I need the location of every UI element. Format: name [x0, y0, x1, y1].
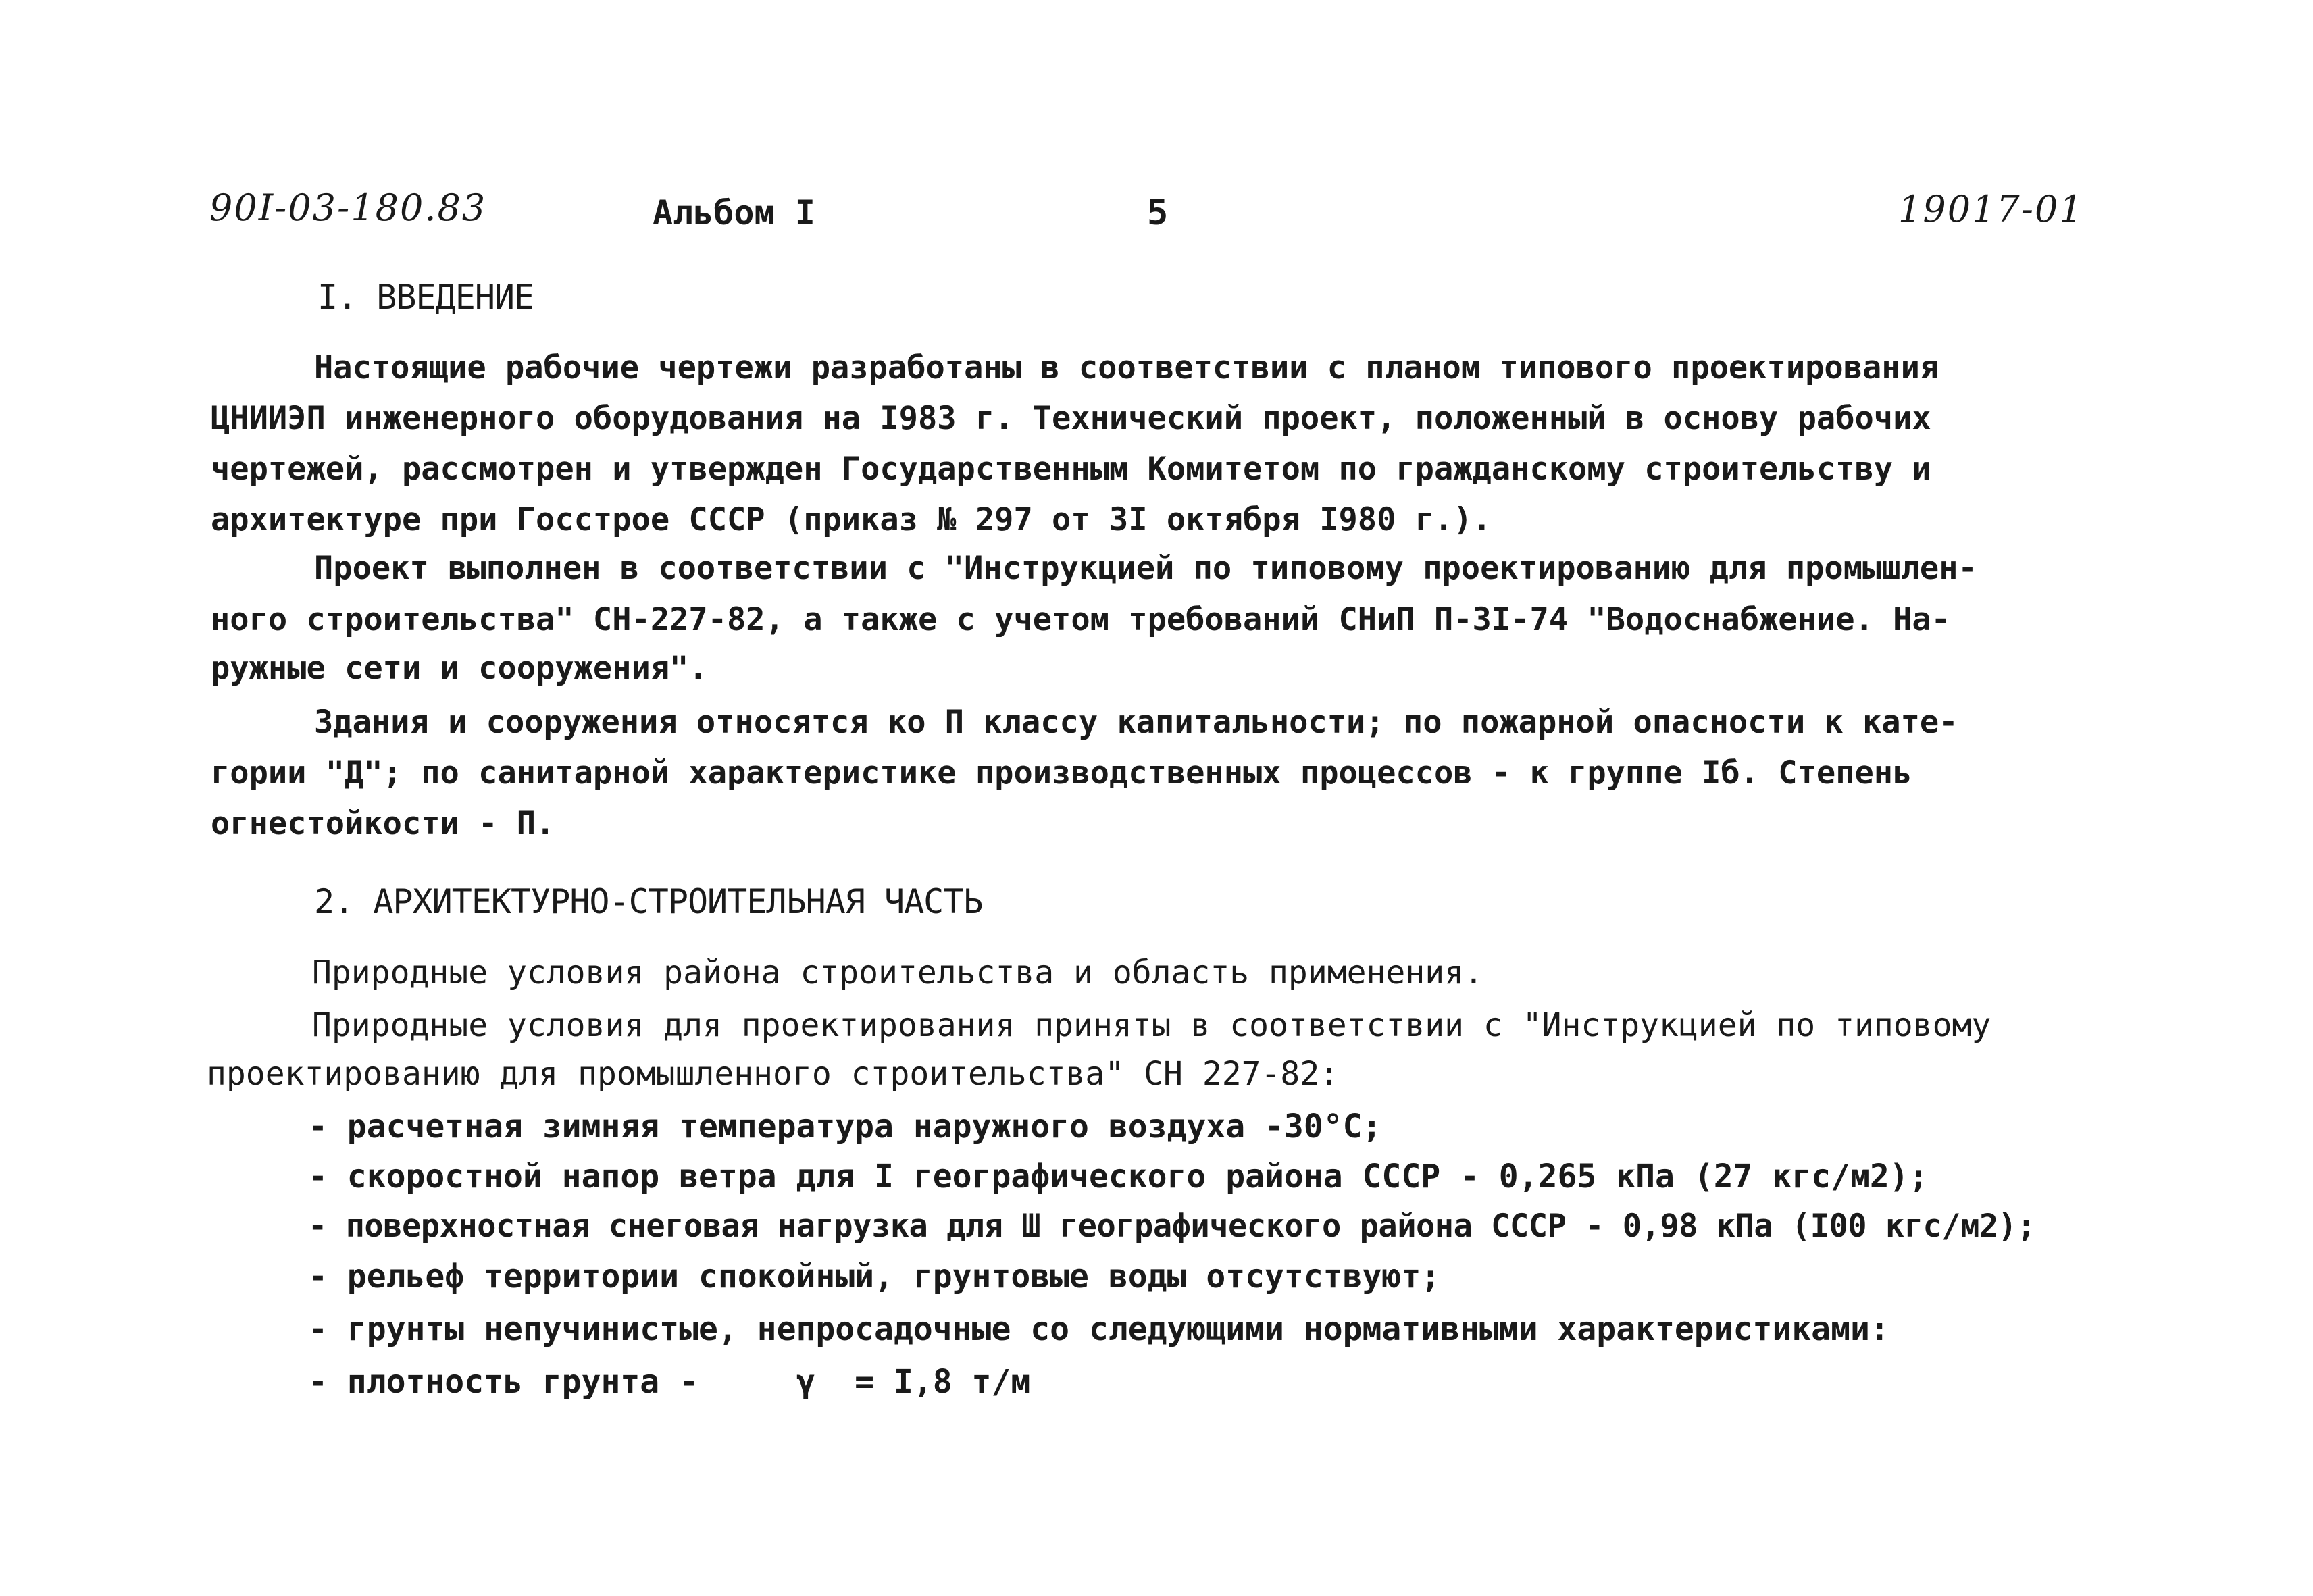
list-item: - расчетная зимняя температура наружного воздуха -30°С;	[308, 1108, 1382, 1145]
section-heading-architecture: 2. АРХИТЕКТУРНО-СТРОИТЕЛЬНАЯ ЧАСТЬ	[314, 882, 983, 921]
section-subheading: Природные условия района строительства и область применения.	[312, 954, 1483, 992]
section-heading-introduction: I. ВВЕДЕНИЕ	[317, 278, 534, 317]
conditions-paragraph-line: Природные условия для проектирования приняты в соответствии с "Инструкцией по типовому	[312, 1006, 1991, 1044]
doc-code: 90I-03-180.83	[209, 186, 487, 229]
album-label: Альбом I	[653, 193, 815, 232]
conditions-paragraph-line: проектированию для промышленного строительства" СН 227-82:	[207, 1055, 1340, 1093]
list-item: - скоростной напор ветра для I географического района СССР - 0,265 кПа (27 кгс/м2);	[308, 1158, 1929, 1195]
list-item: - плотность грунта - γ = I,8 т/м	[308, 1363, 1031, 1401]
intro-paragraph-line: чертежей, рассмотрен и утвержден Государственным Комитетом по гражданскому строительству и	[211, 451, 1931, 488]
intro-paragraph-line: архитектуре при Госстрое СССР (приказ № 297 от 3I октября I980 г.).	[211, 501, 1492, 538]
page-number: 5	[1147, 192, 1169, 233]
intro-paragraph-line: Проект выполнен в соответствии с "Инструкцией по типовому проектированию для промышлен-	[314, 550, 1977, 587]
intro-paragraph-line: Настоящие рабочие чертежи разработаны в соответствии с планом типового проектирования	[314, 349, 1939, 386]
list-item: - поверхностная снеговая нагрузка для Ш географического района СССР - 0,98 кПа (I00 кгс/м2);	[308, 1208, 2036, 1245]
list-item: - рельеф территории спокойный, грунтовые воды отсутствуют;	[308, 1258, 1441, 1295]
intro-paragraph-line: ного строительства" СН-227-82, а также с учетом требований СНиП П-3I-74 "Водоснабжение. На-	[211, 601, 1950, 638]
list-item: - грунты непучинистые, непросадочные со следующими нормативными характеристиками:	[308, 1310, 1889, 1348]
intro-paragraph-line: гории "Д"; по санитарной характеристике производственных процессов - к группе Iб. Степень	[211, 754, 1912, 792]
registry-number: 19017-01	[1898, 188, 2084, 230]
intro-paragraph-line: ружные сети и сооружения".	[211, 650, 708, 687]
intro-paragraph-line: ЦНИИЭП инженерного оборудования на I983 г. Технический проект, положенный в основу рабочих	[211, 400, 1931, 437]
intro-paragraph-line: Здания и сооружения относятся ко П классу капитальности; по пожарной опасности к кате-	[314, 704, 1958, 741]
intro-paragraph-line: огнестойкости - П.	[211, 805, 555, 842]
